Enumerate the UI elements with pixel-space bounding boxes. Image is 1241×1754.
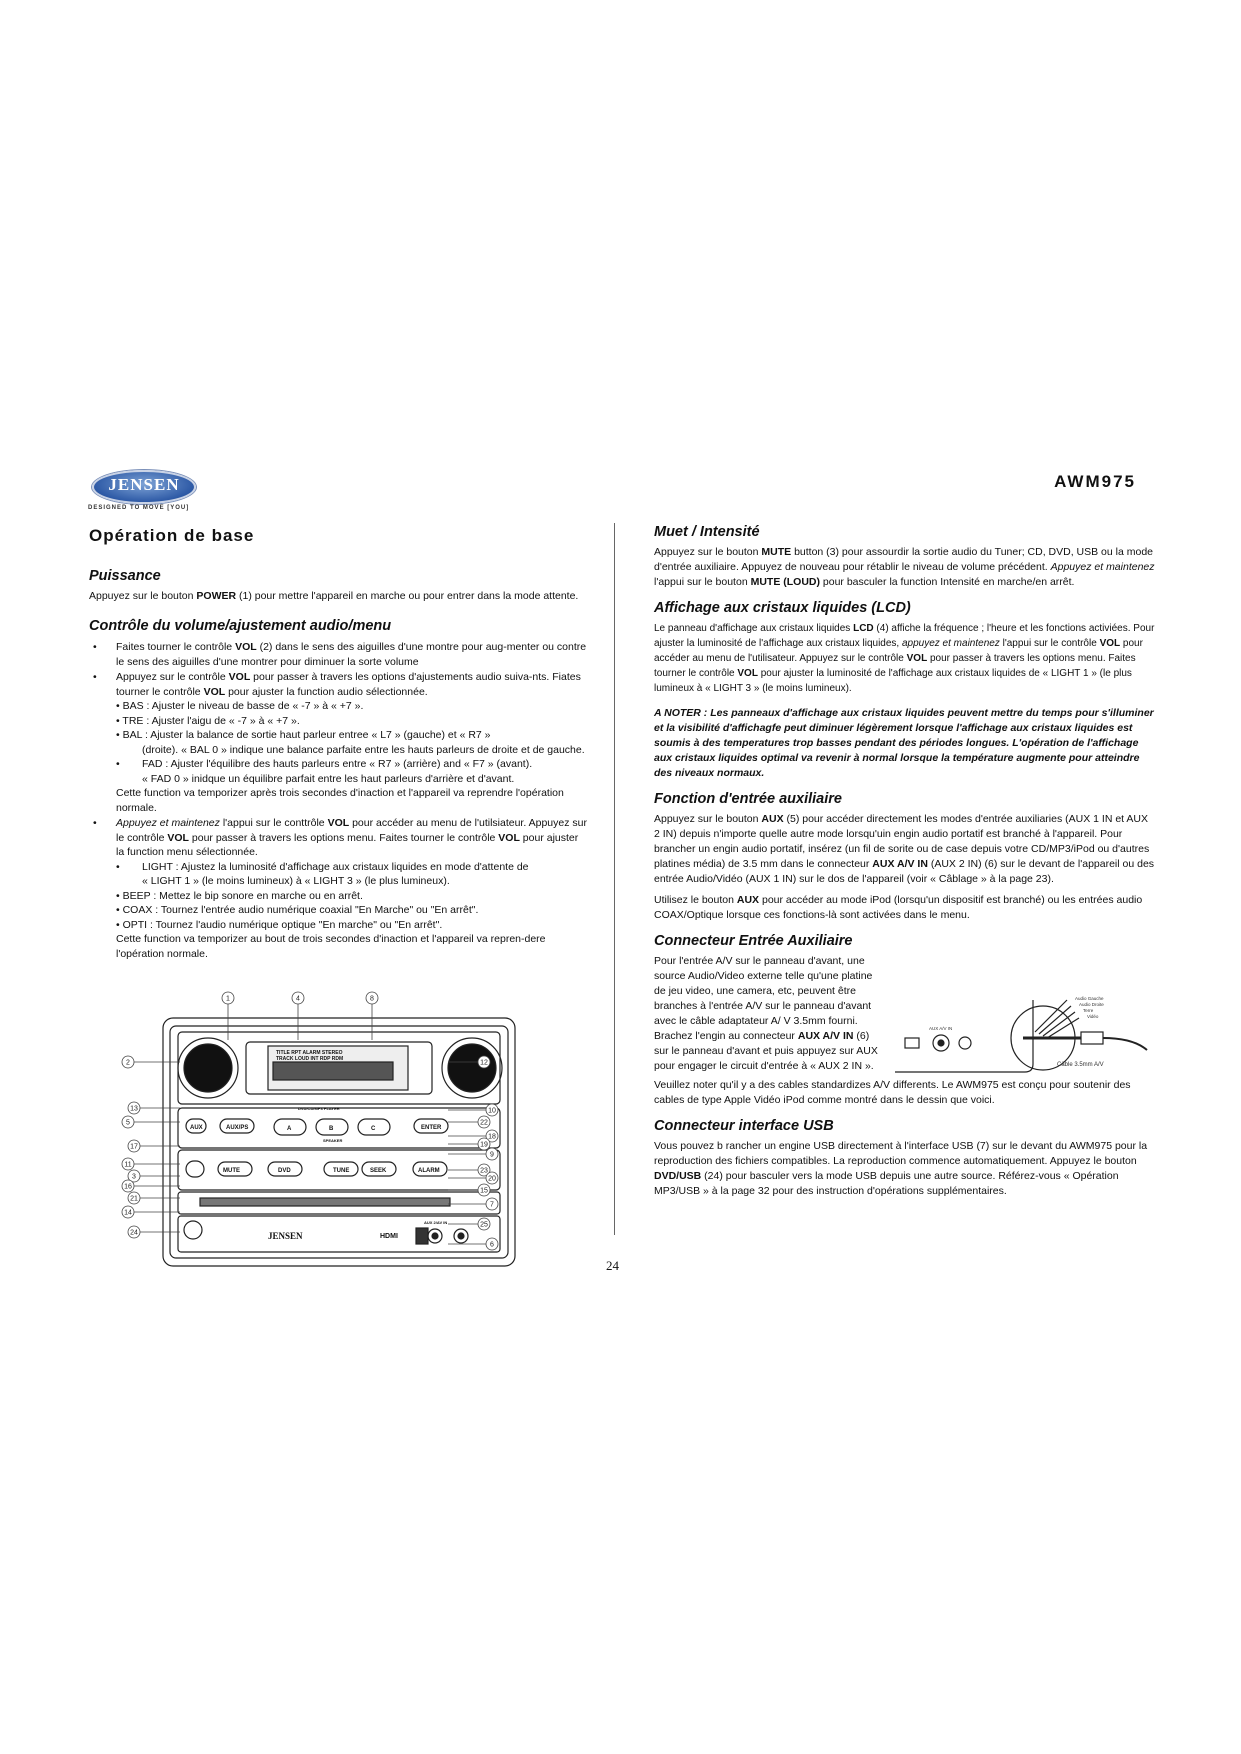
btn-mute-label: MUTE [223, 1168, 240, 1174]
lcd-note: A NOTER : Les panneaux d'affichage aux cristaux liquides peuvent mettre du temps pour s'illuminer et la visibilité d'affichagfe peut diminuer légèrement lorsque l'affichage aux cristaux liquides est soumis à des temperatures trop basses pendant des périodes longues. L'opération de l'affichage aux cristaux liquides optimal va revenir à normal lorsque la température augmente pour atteindre des niveaux normaux. [654, 707, 1154, 779]
tre-option: • TRE : Ajuster l'aigu de « -7 » à « +7 ». [116, 714, 300, 727]
beep-option: • BEEP : Mettez le bip sonore en marche ou en arrêt. [116, 889, 363, 902]
label-audio-droite: Audio Droite [1079, 1002, 1104, 1007]
btn-a-label: A [287, 1126, 292, 1132]
btn-tune-label: TUNE [333, 1168, 350, 1174]
volume-heading: Contrôle du volume/ajustement audio/menu [89, 618, 392, 634]
puissance-heading: Puissance [89, 568, 161, 584]
page-title: Opération de base [89, 526, 255, 545]
callout-label: 20 [488, 1175, 496, 1183]
light-option: • LIGHT : Ajustez la luminosité d'affichage aux cristaux liquides en mode d'attente de [116, 860, 529, 873]
callout-label: 19 [480, 1141, 488, 1149]
aux-heading: Fonction d'entrée auxiliaire [654, 791, 842, 807]
logo-tagline: DESIGNED TO MOVE [YOU] [88, 505, 190, 511]
connecteur-heading: Connecteur Entrée Auxiliaire [654, 933, 853, 949]
callout-label: 23 [480, 1167, 488, 1175]
connecteur-text-2: Veuillez noter qu'il y a des cables standardizes A/V differents. Le AWM975 est conçu pour soutenir des cables de type Apple Vidéo iPod comme montré dans le dessin que voici. [654, 1079, 1131, 1106]
callout-label: 2 [126, 1059, 130, 1067]
label-cable: Câble 3.5mm A/V [1057, 1062, 1104, 1068]
lcd-text: Le panneau d'affichage aux cristaux liquides LCD (4) affiche la fréquence ; l'heure et les fonctions activiées. Pour ajuster la luminosité de l'affichage aux cristaux liquides, appuyez et maintenez l'appui sur le contrôle VOL pour accéder au menu de l'utilisateur. Appuyez sur le contrôle VOL pour passer à travers les options menu. Faites tourner le contrôle VOL pour ajuster la luminosité de l'affichage aux cristaux liquides de « LIGHT 1 » (le plus lumineux à « LIGHT 3 » (le moins lumineux). [654, 623, 1155, 694]
callout-label: 25 [480, 1221, 488, 1229]
panel-brand: JENSEN [268, 1231, 303, 1241]
label-aux-av-in: AUX A/V IN [929, 1026, 953, 1031]
btn-c-label: C [371, 1126, 376, 1132]
left-column [89, 520, 589, 962]
callout-label: 9 [490, 1151, 494, 1159]
label-terre: Terre [1083, 1008, 1094, 1013]
muet-heading: Muet / Intensité [654, 524, 760, 540]
coax-option: • COAX : Tournez l'entrée audio numérique coaxial "En Marche" ou "En arrêt". [116, 904, 479, 916]
btn-dvd-label: DVD [278, 1168, 291, 1174]
right-column [654, 520, 1156, 1203]
list-item: • Faites tourner le contrôle VOL (2) dans le sens des aiguilles d'une montre pour aug-menter ou contre le sens des aiguilles d'une montrer pour diminuer la sorte volume [89, 640, 589, 669]
callout-label: 18 [488, 1133, 496, 1141]
display-text: TITLE RPT ALARM STEREO [276, 1050, 343, 1056]
column-divider [614, 523, 615, 1235]
fad-option-detail: « FAD 0 » inidque un équilibre parfait entre les haut parleurs d'arrière et d'avant. [142, 772, 515, 785]
volume-list [89, 640, 589, 961]
player-label: DVD/CD/MP3 PLAYER [298, 1106, 340, 1111]
btn-enter-label: ENTER [421, 1125, 442, 1131]
callout-label: 3 [132, 1173, 136, 1181]
aux-text: Appuyez sur le bouton AUX (5) pour accéder directement les modes d'entrée auxiliaries (AUX 1 IN et AUX 2 IN) depuis n'importe quelle autre mode lorsqu'uin engin audio portatif est branché à l'appareil. Pour brancher un engin audio portatif, insérez (un fil de sorite ou de case depuis votre CD/MP3/iPod ou d'autres platines média) de 3.5 mm dans le connecteur AUX A/V IN (AUX 2 IN) (6) sur le devant de l'appareil ou des entrée Audio/Vidéo (AUX 1 IN) sur le dos de l'appareil (voir « Câblage » à la page 23). [654, 813, 1155, 885]
callout-label: 17 [130, 1143, 138, 1151]
btn-b-label: B [329, 1126, 334, 1132]
logo-text: JENSEN [108, 475, 180, 494]
lcd-heading: Affichage aux cristaux liquides (LCD) [654, 600, 911, 616]
model-number: AWM975 [1054, 472, 1136, 491]
callout-label: 12 [480, 1059, 488, 1067]
btn-alarm-label: ALARM [418, 1168, 440, 1174]
bas-option: • BAS : Ajuster le niveau de basse de « -7 » à « +7 ». [116, 700, 364, 712]
opti-option: • OPTI : Tournez l'audio numérique optique "En marche" ou "En arrêt". [116, 918, 443, 931]
light-option-detail: « LIGHT 1 » (le moins lumineux) à « LIGHT 3 » (le plus lumineux). [142, 875, 450, 887]
aux-connector-diagram [885, 990, 1153, 1080]
jensen-logo [88, 470, 198, 514]
callout-label: 16 [124, 1183, 132, 1191]
callout-label: 14 [124, 1209, 132, 1217]
aux-in-label: AUX 2/AV IN [424, 1220, 448, 1225]
btn-aux-label: AUX [190, 1125, 203, 1131]
display-sub: TRACK LOUD INT RDP RDM [276, 1056, 344, 1062]
fad-option: • FAD : Ajuster l'équilibre des hauts parleurs entre « R7 » (arrière) and « F7 » (avant). [116, 758, 533, 770]
callout-label: 24 [130, 1229, 138, 1237]
callout-label: 21 [130, 1195, 138, 1203]
front-panel-diagram [118, 990, 558, 1270]
list-item: • Appuyez et maintenez l'appui sur le conttrôle VOL pour accéder au menu de l'utilsiateur. Appuyez sur le contrôle VOL pour passer à travers les options menu. Faites tourner le contrôle VOL pour ajuster la function menu sélectionnée. • LIGHT : Ajustez la luminosité d'affichage aux cristaux liquides en mode d'attente de « LIGHT 1 » (le moins lumineux) à « LIGHT 3 » (le plus lumineux). • BEEP : Mettez le bip sonore en marche ou en arrêt. • COAX : Tournez l'entrée audio numérique coaxial "En Marche" ou "En arrêt". • OPTI : Tournez l'audio numérique optique "En marche" ou "En arrêt". Cette function va temporizer au bout de trois secondes d'inaction et l'appareil va repren-dere l'opération normale. [89, 816, 589, 961]
timeout-note-2: Cette function va temporizer au bout de trois secondes d'inaction et l'appareil va repren-dere l'opération normale. [116, 933, 546, 960]
connecteur-text: Pour l'entrée A/V sur le panneau d'avant, une source Audio/Video externe telle qu'une platine de jeu video, une camera, etc, peuvent être branches à l'entrée A/V sur le panneau d'avant avec le câble adaptateur A/ V 3.5mm fourni. Brachez l'engin au connecteur AUX A/V IN (6) sur le panneau d'avant et puis appuyez sur AUX pour engager le circuit d'entrée à « AUX 2 IN ». [654, 955, 878, 1072]
callout-label: 22 [480, 1119, 488, 1127]
label-video: Vidéo [1087, 1014, 1099, 1019]
usb-heading: Connecteur interface USB [654, 1118, 834, 1134]
hdmi-label: HDMI [380, 1233, 398, 1240]
callout-label: 10 [488, 1107, 496, 1115]
aux-text-2: Utilisez le bouton AUX pour accéder au mode iPod (lorsqu'un dispositif est branché) ou les entrées audio COAX/Optique lorsque ces fonctions-là sont activées dans le menu. [654, 894, 1143, 921]
callout-label: 4 [296, 995, 300, 1003]
label-audio-gauche: Audio Gauche [1075, 996, 1104, 1001]
btn-auxps-label: AUX/PS [226, 1125, 249, 1131]
callout-label: 11 [124, 1161, 132, 1169]
callout-label: 1 [226, 995, 230, 1003]
bal-option-detail: (droite). « BAL 0 » indique une balance parfaite entre les hauts parleurs de droite et de gauche. [142, 743, 585, 756]
callout-label: 8 [370, 995, 374, 1003]
puissance-text: Appuyez sur le bouton POWER (1) pour mettre l'appareil en marche ou pour entrer dans la mode attente. [89, 590, 579, 602]
bal-option: • BAL : Ajuster la balance de sortie haut parleur entree « L7 » (gauche) et « R7 » [116, 729, 491, 741]
callout-label: 7 [490, 1201, 494, 1209]
speaker-label: SPEAKER [323, 1138, 343, 1143]
muet-text: Appuyez sur le bouton MUTE button (3) pour assourdir la sortie audio du Tuner; CD, DVD, USB ou la mode d'entrée auxiliaire. Appuyez de nouveau pour rétablir le niveau de volume précédent. Appuyez et maintenez l'appui sur le bouton MUTE (LOUD) pour basculer la function Intensité en marche/en arrêt. [654, 546, 1155, 588]
list-item: • Appuyez sur le contrôle VOL pour passer à travers les options d'ajustements audio suiva-nts. Fiates tourner le contrôle VOL pour ajuster la function audio sélectionnée. • BAS : Ajuster le niveau de basse de « -7 » à « +7 ». • TRE : Ajuster l'aigu de « -7 » à « +7 ». • BAL : Ajuster la balance de sortie haut parleur entree « L7 » (gauche) et « R7 » (droite). « BAL 0 » indique une balance parfaite entre les hauts parleurs de droite et de gauche. • FAD : Ajuster l'équilibre des hauts parleurs entre « R7 » (arrière) and « F7 » (avant). « FAD 0 » inidque un équilibre parfait entre les haut parleurs d'arrière et d'avant. Cette function va temporizer après trois secondes d'inaction et l'appareil va reprendre l'opération normale. [89, 670, 589, 815]
page-number: 24 [606, 1258, 619, 1273]
callout-label: 5 [126, 1119, 130, 1127]
btn-seek-label: SEEK [370, 1168, 387, 1174]
usb-text: Vous pouvez b rancher un engine USB directement à l'interface USB (7) sur le devant du AWM975 pour la reproduction des fichiers compatibles. La reproduction commence automatiquement. Appuyez le bouton DVD/USB (24) pour basculer vers la mode USB depuis une autre source. Référez-vous « Opération MP3/USB » à la page 32 pour des instruction d'opérations supplémentaires. [654, 1140, 1148, 1197]
timeout-note: Cette function va temporizer après trois secondes d'inaction et l'appareil va reprendre l'opération normale. [116, 787, 564, 814]
callout-label: 13 [130, 1105, 138, 1113]
callout-label: 15 [480, 1187, 488, 1195]
callout-label: 6 [490, 1241, 494, 1249]
